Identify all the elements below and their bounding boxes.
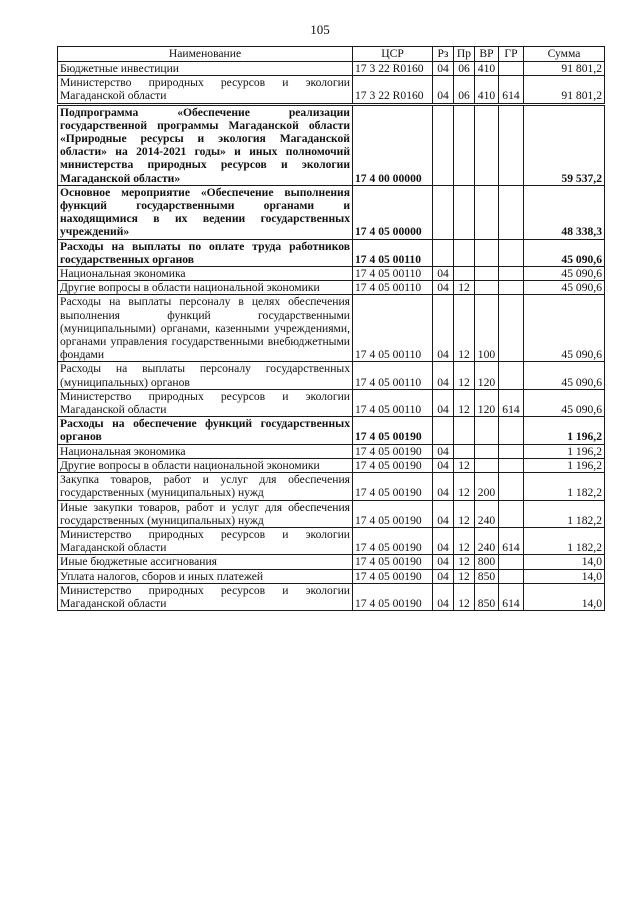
cell-csr: 17 4 05 00110 — [353, 295, 433, 362]
cell-csr: 17 4 00 00000 — [353, 104, 433, 185]
cell-rz: 04 — [433, 62, 454, 76]
cell-name: Национальная экономика — [58, 444, 353, 458]
cell-sum: 1 182,2 — [524, 473, 605, 500]
cell-pr — [454, 267, 475, 281]
cell-name: Другие вопросы в области национальной экономики — [58, 281, 353, 295]
table-row — [58, 444, 605, 458]
cell-pr: 12 — [454, 281, 475, 295]
table-row — [58, 104, 605, 185]
cell-pr: 12 — [454, 555, 475, 569]
cell-vr: 850 — [475, 583, 499, 610]
cell-pr: 12 — [454, 458, 475, 472]
cell-name: Закупка товаров, работ и услуг для обеспечения государственных (муниципальных) нужд — [58, 473, 353, 500]
cell-csr: 17 4 05 00190 — [353, 569, 433, 583]
cell-name: Министерство природных ресурсов и экологии Магаданской области — [58, 76, 353, 104]
cell-name: Министерство природных ресурсов и экологии Магаданской области — [58, 583, 353, 610]
cell-gr — [499, 185, 524, 239]
cell-pr: 12 — [454, 500, 475, 527]
cell-pr — [454, 104, 475, 185]
cell-vr — [475, 239, 499, 266]
cell-csr: 17 4 05 00190 — [353, 458, 433, 472]
cell-sum: 14,0 — [524, 569, 605, 583]
table-row — [58, 362, 605, 389]
cell-csr: 17 4 05 00000 — [353, 185, 433, 239]
table-row — [58, 458, 605, 472]
cell-gr — [499, 62, 524, 76]
cell-gr — [499, 362, 524, 389]
cell-csr: 17 4 05 00110 — [353, 389, 433, 416]
cell-gr — [499, 569, 524, 583]
table-row — [58, 239, 605, 266]
cell-rz: 04 — [433, 527, 454, 554]
cell-gr — [499, 281, 524, 295]
cell-gr — [499, 500, 524, 527]
cell-pr: 12 — [454, 473, 475, 500]
cell-sum: 45 090,6 — [524, 239, 605, 266]
cell-pr: 12 — [454, 362, 475, 389]
cell-vr — [475, 104, 499, 185]
cell-name: Расходы на выплаты по оплате труда работников государственных органов — [58, 239, 353, 266]
header-rz: Рз — [433, 47, 454, 62]
table-row — [58, 555, 605, 569]
cell-csr: 17 3 22 R0160 — [353, 62, 433, 76]
cell-gr — [499, 458, 524, 472]
cell-gr — [499, 473, 524, 500]
cell-rz: 04 — [433, 444, 454, 458]
cell-rz — [433, 239, 454, 266]
cell-sum: 59 537,2 — [524, 104, 605, 185]
cell-csr: 17 4 05 00190 — [353, 417, 433, 444]
cell-pr: 12 — [454, 569, 475, 583]
cell-vr: 410 — [475, 76, 499, 104]
cell-rz: 04 — [433, 458, 454, 472]
cell-gr: 614 — [499, 389, 524, 416]
cell-sum: 1 196,2 — [524, 444, 605, 458]
table-row — [58, 76, 605, 104]
cell-csr: 17 4 05 00110 — [353, 281, 433, 295]
cell-vr: 410 — [475, 62, 499, 76]
cell-csr: 17 3 22 R0160 — [353, 76, 433, 104]
cell-sum: 1 182,2 — [524, 527, 605, 554]
cell-name: Министерство природных ресурсов и экологии Магаданской области — [58, 527, 353, 554]
cell-vr: 800 — [475, 555, 499, 569]
cell-name: Национальная экономика — [58, 267, 353, 281]
cell-csr: 17 4 05 00110 — [353, 267, 433, 281]
cell-sum: 48 338,3 — [524, 185, 605, 239]
table-row — [58, 417, 605, 444]
cell-csr: 17 4 05 00190 — [353, 500, 433, 527]
cell-vr — [475, 267, 499, 281]
cell-pr — [454, 239, 475, 266]
cell-rz: 04 — [433, 281, 454, 295]
cell-sum: 45 090,6 — [524, 362, 605, 389]
cell-csr: 17 4 05 00190 — [353, 583, 433, 610]
cell-rz: 04 — [433, 555, 454, 569]
cell-rz: 04 — [433, 569, 454, 583]
cell-name: Расходы на выплаты персоналу государственных (муниципальных) органов — [58, 362, 353, 389]
cell-rz: 04 — [433, 473, 454, 500]
cell-sum: 1 182,2 — [524, 500, 605, 527]
cell-vr: 120 — [475, 389, 499, 416]
cell-csr: 17 4 05 00110 — [353, 362, 433, 389]
cell-name: Подпрограмма «Обеспечение реализации государственной программы Магаданской области «Природные ресурсы и экология Магаданской области» на 2014-2021 годы» и иных полномочий министерства природных ресурсов и экологии Магаданской области» — [58, 104, 353, 185]
cell-sum: 91 801,2 — [524, 62, 605, 76]
cell-vr — [475, 417, 499, 444]
cell-gr — [499, 104, 524, 185]
header-csr: ЦСР — [353, 47, 433, 62]
table-body — [58, 62, 605, 611]
table-row — [58, 527, 605, 554]
cell-csr: 17 4 05 00190 — [353, 473, 433, 500]
table-row — [58, 295, 605, 362]
cell-sum: 45 090,6 — [524, 389, 605, 416]
cell-rz — [433, 104, 454, 185]
cell-vr — [475, 458, 499, 472]
cell-rz: 04 — [433, 267, 454, 281]
cell-vr — [475, 185, 499, 239]
table-row — [58, 389, 605, 416]
cell-name: Иные закупки товаров, работ и услуг для обеспечения государственных (муниципальных) нужд — [58, 500, 353, 527]
cell-rz: 04 — [433, 362, 454, 389]
cell-gr — [499, 444, 524, 458]
header-vr: ВР — [475, 47, 499, 62]
header-name: Наименование — [58, 47, 353, 62]
cell-name: Уплата налогов, сборов и иных платежей — [58, 569, 353, 583]
cell-pr — [454, 417, 475, 444]
cell-vr — [475, 281, 499, 295]
table-row — [58, 583, 605, 610]
page-number: 105 — [310, 22, 330, 37]
table-row — [58, 500, 605, 527]
cell-name: Бюджетные инвестиции — [58, 62, 353, 76]
cell-vr: 240 — [475, 500, 499, 527]
cell-sum: 14,0 — [524, 583, 605, 610]
cell-sum: 45 090,6 — [524, 295, 605, 362]
cell-gr — [499, 239, 524, 266]
cell-pr: 06 — [454, 76, 475, 104]
budget-table — [57, 46, 605, 611]
cell-pr: 12 — [454, 389, 475, 416]
cell-rz: 04 — [433, 583, 454, 610]
cell-vr: 100 — [475, 295, 499, 362]
cell-sum: 1 196,2 — [524, 417, 605, 444]
table-row — [58, 569, 605, 583]
table-header-row — [58, 47, 605, 62]
cell-pr: 12 — [454, 295, 475, 362]
header-gr: ГР — [499, 47, 524, 62]
header-sum: Сумма — [524, 47, 605, 62]
table-row — [58, 62, 605, 76]
cell-gr — [499, 417, 524, 444]
table-row — [58, 281, 605, 295]
cell-csr: 17 4 05 00190 — [353, 555, 433, 569]
cell-vr: 200 — [475, 473, 499, 500]
cell-sum: 14,0 — [524, 555, 605, 569]
cell-name: Другие вопросы в области национальной экономики — [58, 458, 353, 472]
table-row — [58, 185, 605, 239]
table-row — [58, 267, 605, 281]
cell-csr: 17 4 05 00110 — [353, 239, 433, 266]
cell-gr: 614 — [499, 76, 524, 104]
cell-rz — [433, 185, 454, 239]
cell-sum: 45 090,6 — [524, 267, 605, 281]
cell-rz: 04 — [433, 500, 454, 527]
cell-pr: 12 — [454, 527, 475, 554]
cell-vr — [475, 444, 499, 458]
cell-gr: 614 — [499, 583, 524, 610]
cell-csr: 17 4 05 00190 — [353, 527, 433, 554]
cell-vr: 120 — [475, 362, 499, 389]
cell-gr — [499, 555, 524, 569]
cell-gr: 614 — [499, 527, 524, 554]
cell-name: Расходы на выплаты персоналу в целях обеспечения выполнения функций государственными (муниципальными) органами, казенными учреждениями, органами управления государственными внебюджетными фондами — [58, 295, 353, 362]
cell-pr — [454, 185, 475, 239]
cell-pr: 06 — [454, 62, 475, 76]
cell-rz: 04 — [433, 76, 454, 104]
table-row — [58, 473, 605, 500]
cell-sum: 91 801,2 — [524, 76, 605, 104]
cell-name: Расходы на обеспечение функций государственных органов — [58, 417, 353, 444]
cell-csr: 17 4 05 00190 — [353, 444, 433, 458]
cell-pr — [454, 444, 475, 458]
cell-rz: 04 — [433, 389, 454, 416]
cell-name: Основное мероприятие «Обеспечение выполнения функций государственными органами и находящимися в их ведении государственных учреждений» — [58, 185, 353, 239]
cell-vr: 850 — [475, 569, 499, 583]
cell-name: Иные бюджетные ассигнования — [58, 555, 353, 569]
cell-rz — [433, 417, 454, 444]
cell-gr — [499, 295, 524, 362]
cell-name: Министерство природных ресурсов и экологии Магаданской области — [58, 389, 353, 416]
cell-sum: 1 196,2 — [524, 458, 605, 472]
cell-pr: 12 — [454, 583, 475, 610]
cell-sum: 45 090,6 — [524, 281, 605, 295]
header-pr: Пр — [454, 47, 475, 62]
cell-vr: 240 — [475, 527, 499, 554]
cell-rz: 04 — [433, 295, 454, 362]
cell-gr — [499, 267, 524, 281]
